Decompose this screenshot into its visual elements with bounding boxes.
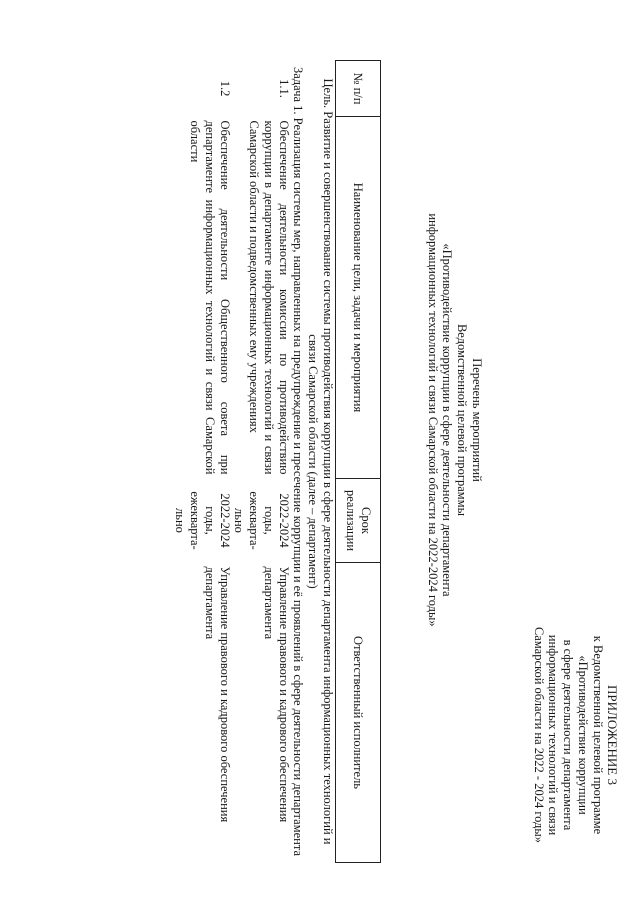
- appendix-line: к Ведомственной целевой программе: [590, 635, 605, 835]
- row-term: 2022-2024 годы, ежекварта-льно: [173, 491, 232, 550]
- appendix-header: ПРИЛОЖЕНИЕ 3: [605, 685, 620, 785]
- row-responsible: Управление правового и кадрового обеспечения департамента: [203, 566, 232, 823]
- row-num: 1.1.: [276, 79, 291, 98]
- table-header-row: [336, 61, 381, 863]
- goal-text: Цель. Развитие и совершенствование системы противодействия коррупции в сфере деятельности департамента информационных технологий и связи Самарской области (далее – департамент): [306, 78, 335, 845]
- measures-table: [173, 60, 381, 863]
- row-term: 2022-2024 годы, ежекварта-льно: [232, 491, 291, 550]
- document-title: [425, 120, 484, 720]
- title-line: Ведомственной целевой программы: [455, 323, 470, 517]
- task-row: [291, 61, 306, 863]
- header-responsible: Ответственный исполнитель: [336, 563, 381, 863]
- row-name: Обеспечение деятельности комиссии по противодействию коррупции в департаменте информационных технологий и связи Самарской области и подведомственных ему учреждениях: [247, 120, 291, 475]
- appendix-line: Самарской области на 2022 - 2024 годы»: [531, 626, 546, 844]
- title-line: информационных технологий и связи Самарской области на 2022-2024 годы»: [425, 213, 440, 627]
- appendix-line: «Противодействие коррупции: [575, 655, 590, 815]
- header-num: № п/п: [336, 61, 381, 117]
- table-row: [173, 61, 232, 863]
- row-name: Обеспечение деятельности Общественного совета при департаменте информационных технологий и связи Самарской области: [188, 120, 232, 475]
- appendix-line: в сфере деятельности департамента: [561, 639, 576, 831]
- appendix-block: [531, 585, 620, 885]
- row-num: 1.2: [217, 80, 232, 97]
- row-responsible: Управление правового и кадрового обеспечения департамента: [262, 566, 291, 823]
- title-line: «Противодействие коррупции в сфере деятельности департамента: [440, 243, 455, 597]
- title-line: Перечень мероприятий: [470, 358, 484, 482]
- appendix-line: информационных технологий и связи: [546, 634, 561, 836]
- table-row: [232, 61, 291, 863]
- header-name: Наименование цели, задачи и мероприятия: [336, 117, 381, 479]
- goal-row: [306, 61, 336, 863]
- header-term: Срок реализации: [336, 479, 381, 563]
- task-text: Задача 1. Реализация системы мер, направленных на предупреждение и пресечение коррупции и её проявлений в сфере деятельности департамента: [291, 66, 306, 857]
